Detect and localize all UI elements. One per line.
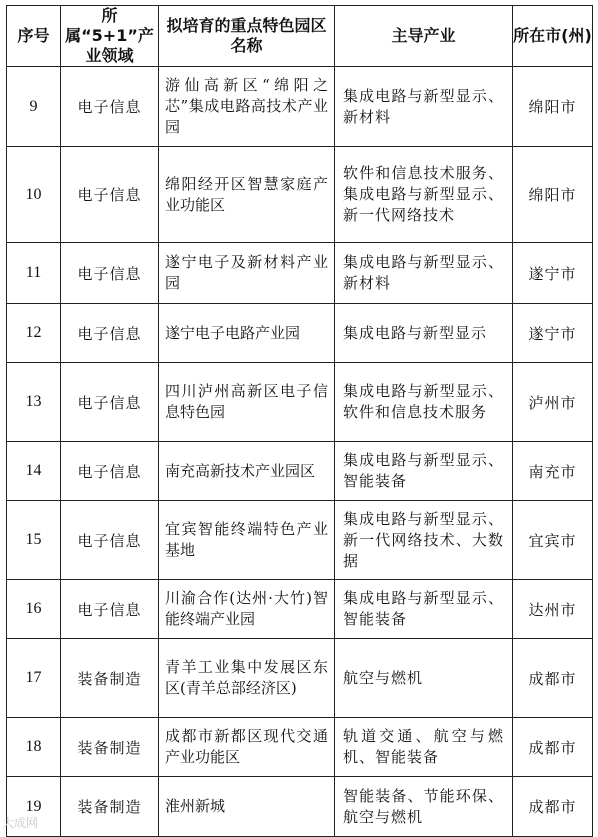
cell-seq: 19 xyxy=(7,777,61,837)
table-row xyxy=(7,363,593,442)
cell-city: 达州市 xyxy=(513,580,593,639)
cell-domain: 电子信息 xyxy=(61,580,159,639)
header-seq: 序号 xyxy=(7,6,61,67)
cell-park: 川渝合作(达州·大竹)智能终端产业园 xyxy=(159,580,335,639)
cell-park: 青羊工业集中发展区东区(青羊总部经济区) xyxy=(159,639,335,718)
cell-domain: 装备制造 xyxy=(61,777,159,837)
cell-city: 绵阳市 xyxy=(513,67,593,147)
cell-seq: 17 xyxy=(7,639,61,718)
cell-park: 遂宁电子及新材料产业园 xyxy=(159,243,335,304)
cell-park: 南充高新技术产业园区 xyxy=(159,442,335,501)
table-row xyxy=(7,304,593,363)
cell-park: 游仙高新区“绵阳之芯”集成电路高技术产业园 xyxy=(159,67,335,147)
cell-seq: 14 xyxy=(7,442,61,501)
cell-city: 南充市 xyxy=(513,442,593,501)
table-row xyxy=(7,777,593,837)
table-row xyxy=(7,580,593,639)
cell-city: 遂宁市 xyxy=(513,243,593,304)
cell-park: 遂宁电子电路产业园 xyxy=(159,304,335,363)
cell-seq: 13 xyxy=(7,363,61,442)
cell-domain: 装备制造 xyxy=(61,639,159,718)
table-row xyxy=(7,718,593,777)
table-row xyxy=(7,639,593,718)
cell-domain: 电子信息 xyxy=(61,363,159,442)
cell-industry: 集成电路与新型显示、智能装备 xyxy=(335,442,513,501)
header-city: 所在市(州) xyxy=(513,6,593,67)
cell-industry: 集成电路与新型显示 xyxy=(335,304,513,363)
table-row xyxy=(7,501,593,580)
table-body xyxy=(7,67,593,837)
cell-park: 宜宾智能终端特色产业基地 xyxy=(159,501,335,580)
cell-industry: 集成电路与新型显示、软件和信息技术服务 xyxy=(335,363,513,442)
cell-seq: 12 xyxy=(7,304,61,363)
cell-city: 成都市 xyxy=(513,639,593,718)
header-domain: 所属“5+1”产业领域 xyxy=(61,6,159,67)
header-industry: 主导产业 xyxy=(335,6,513,67)
cell-city: 成都市 xyxy=(513,777,593,837)
cell-city: 遂宁市 xyxy=(513,304,593,363)
cell-industry: 集成电路与新型显示、智能装备 xyxy=(335,580,513,639)
table-row xyxy=(7,243,593,304)
cell-seq: 15 xyxy=(7,501,61,580)
table-row xyxy=(7,67,593,147)
cell-industry: 轨道交通、航空与燃机、智能装备 xyxy=(335,718,513,777)
cell-park: 四川泸州高新区电子信息特色园 xyxy=(159,363,335,442)
cell-city: 宜宾市 xyxy=(513,501,593,580)
watermark: 大成网 xyxy=(2,816,39,830)
cell-city: 成都市 xyxy=(513,718,593,777)
header-row xyxy=(7,6,593,67)
header-park: 拟培育的重点特色园区名称 xyxy=(159,6,335,67)
cell-seq: 10 xyxy=(7,147,61,243)
cell-industry: 集成电路与新型显示、新材料 xyxy=(335,67,513,147)
cell-domain: 电子信息 xyxy=(61,501,159,580)
cell-park: 淮州新城 xyxy=(159,777,335,837)
cell-city: 泸州市 xyxy=(513,363,593,442)
cell-seq: 18 xyxy=(7,718,61,777)
cell-city: 绵阳市 xyxy=(513,147,593,243)
cell-domain: 电子信息 xyxy=(61,442,159,501)
cell-domain: 装备制造 xyxy=(61,718,159,777)
cell-industry: 航空与燃机 xyxy=(335,639,513,718)
table-row xyxy=(7,442,593,501)
cell-park: 成都市新都区现代交通产业功能区 xyxy=(159,718,335,777)
cell-domain: 电子信息 xyxy=(61,243,159,304)
cell-seq: 11 xyxy=(7,243,61,304)
cell-industry: 集成电路与新型显示、新材料 xyxy=(335,243,513,304)
cell-seq: 9 xyxy=(7,67,61,147)
cell-park: 绵阳经开区智慧家庭产业功能区 xyxy=(159,147,335,243)
parks-table xyxy=(6,5,593,837)
cell-industry: 软件和信息技术服务、集成电路与新型显示、新一代网络技术 xyxy=(335,147,513,243)
cell-industry: 智能装备、节能环保、航空与燃机 xyxy=(335,777,513,837)
table-row xyxy=(7,147,593,243)
cell-domain: 电子信息 xyxy=(61,147,159,243)
cell-domain: 电子信息 xyxy=(61,304,159,363)
cell-industry: 集成电路与新型显示、新一代网络技术、大数据 xyxy=(335,501,513,580)
cell-domain: 电子信息 xyxy=(61,67,159,147)
cell-seq: 16 xyxy=(7,580,61,639)
